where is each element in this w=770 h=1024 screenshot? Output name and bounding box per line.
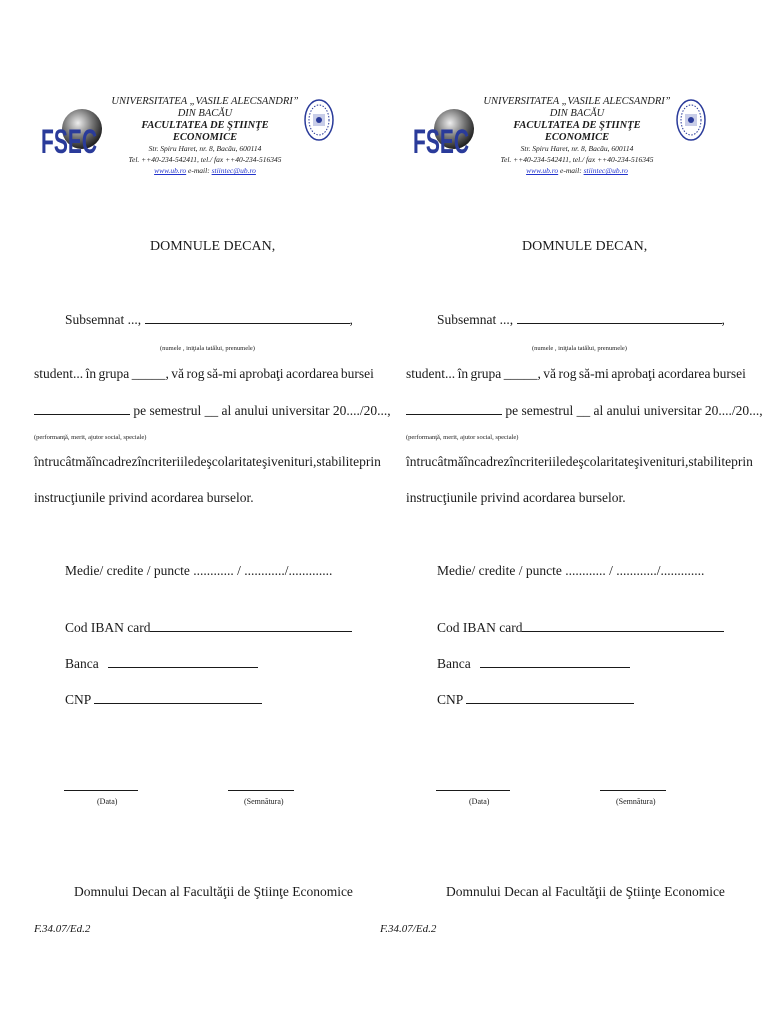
signature-field[interactable] [600,790,666,791]
text-word: rog [186,366,205,381]
text-word: rog [558,366,577,381]
semester-line [406,403,763,419]
text-word: stabilite [688,454,732,469]
subsemnat-label: Subsemnat ..., [437,312,514,327]
date-field[interactable] [436,790,510,791]
text-word: mă [75,454,92,469]
semester-line [34,403,391,419]
text-word: să-mi [578,366,609,381]
website-link[interactable]: www.ub.ro [526,166,559,175]
request-line [406,366,746,382]
text-word: _____, [131,366,169,381]
text-word: mă [447,454,464,469]
cnp-label: CNP [437,692,463,707]
faculty-name: FACULTATEA DE ŞTIINŢE ECONOMICE [513,120,641,143]
text-word: grupa [98,366,130,381]
university-name: UNIVERSITATEA „VASILE ALECSANDRI” DIN BACĂU [111,96,299,119]
semester-text: pe semestrul __ al anului universitar 20..../20..., [505,403,763,418]
instructions-line: instrucţiunile privind acordarea burselor. [34,490,254,505]
university-name: UNIVERSITATEA „VASILE ALECSANDRI” DIN BACĂU [483,96,671,119]
text-word: în [85,366,97,381]
institution-header [482,96,672,176]
signature-label: (Semnătura) [616,797,656,806]
logo-text: FSEC [41,123,97,161]
text-word: bursei [712,366,746,381]
addressee: Domnului Decan al Facultăţii de Ştiinţe Economice [74,884,353,899]
name-field[interactable] [145,312,350,324]
text-word: stabilite [316,454,360,469]
name-hint: (numele , iniţiala tatălui, prenumele) [160,345,255,352]
text-word: student... [406,366,456,381]
scholarship-type-field[interactable] [34,403,130,415]
website-link[interactable]: www.ub.ro [154,166,187,175]
text-word: acordarea [658,366,711,381]
subsemnat-label: Subsemnat ..., [65,312,142,327]
university-seal-icon [304,98,334,142]
signature-label: (Semnătura) [244,797,284,806]
text-word: grupa [470,366,502,381]
form-copy-right [372,0,763,1024]
scholarship-type-field[interactable] [406,403,502,415]
scholarship-hint: (performanţă, merit, ajutor social, speciale) [406,434,519,441]
text-word: în [457,366,469,381]
text-word: să-mi [206,366,237,381]
request-line [34,366,374,382]
banca-field[interactable] [480,656,630,668]
cnp-line [65,692,262,708]
phone: Tel. ++40-234-542411, tel./ fax ++40-234-516345 [500,155,654,164]
name-field[interactable] [517,312,722,324]
iban-line [437,620,724,636]
text-word: aprobaţi [611,366,656,381]
text-word: acordarea [286,366,339,381]
text-word: venituri, [642,454,689,469]
addressee: Domnului Decan al Facultăţii de Ştiinţe Economice [446,884,725,899]
fsec-logo-icon [40,93,104,159]
text-word: _____, [503,366,541,381]
signature-field[interactable] [228,790,294,791]
text-word: întrucât [406,454,448,469]
medie-line: Medie/ credite / puncte ............ / ............/............. [65,563,333,578]
text-word: vă [171,366,185,381]
contact-links [482,165,672,176]
email-label: e-mail: [560,166,582,175]
text-word: întrucât [34,454,76,469]
date-field[interactable] [64,790,138,791]
form-code: F.34.07/Ed.2 [380,923,437,935]
iban-line [65,620,352,636]
text-word: bursei [340,366,374,381]
criteria-line [406,454,753,470]
address: Str. Spiru Haret, nr. 8, Bacău, 600114 [148,144,262,153]
cnp-label: CNP [65,692,91,707]
iban-field[interactable] [522,620,724,632]
email-label: e-mail: [188,166,210,175]
phone: Tel. ++40-234-542411, tel./ fax ++40-234-516345 [128,155,282,164]
text-word: şi [633,454,643,469]
cnp-field[interactable] [94,692,262,704]
text-word: de [193,454,207,469]
iban-label: Cod IBAN card [437,620,523,635]
text-word: şi [261,454,271,469]
iban-field[interactable] [150,620,352,632]
text-word: în [509,454,520,469]
comma: , [349,312,353,327]
criteria-line [34,454,381,470]
form-code: F.34.07/Ed.2 [34,923,91,935]
text-word: aprobaţi [239,366,284,381]
banca-label: Banca [65,656,99,671]
text-word: de [565,454,579,469]
text-word: criteriile [147,454,194,469]
logo-text: FSEC [413,123,469,161]
date-label: (Data) [469,797,490,806]
banca-line [437,656,630,672]
subsemnat-line [65,312,353,328]
comma: , [721,312,725,327]
banca-label: Banca [437,656,471,671]
text-word: încadrez [91,454,138,469]
email-link[interactable]: stiintec@ub.ro [211,166,256,175]
email-link[interactable]: stiintec@ub.ro [583,166,628,175]
cnp-line [437,692,634,708]
form-title: DOMNULE DECAN, [522,239,648,254]
text-word: şcolaritate [206,454,262,469]
cnp-field[interactable] [466,692,634,704]
banca-line [65,656,258,672]
text-word: prin [731,454,753,469]
faculty-name: FACULTATEA DE ŞTIINŢE ECONOMICE [141,120,269,143]
text-word: în [137,454,148,469]
university-seal-icon [676,98,706,142]
fsec-logo-icon [412,93,476,159]
banca-field[interactable] [108,656,258,668]
text-word: şcolaritate [578,454,634,469]
text-word: prin [359,454,381,469]
text-word: încadrez [463,454,510,469]
form-title: DOMNULE DECAN, [150,239,276,254]
semester-text: pe semestrul __ al anului universitar 20..../20..., [133,403,391,418]
date-label: (Data) [97,797,118,806]
institution-header [110,96,300,176]
instructions-line: instrucţiunile privind acordarea burselor. [406,490,626,505]
address: Str. Spiru Haret, nr. 8, Bacău, 600114 [520,144,634,153]
iban-label: Cod IBAN card [65,620,151,635]
text-word: vă [543,366,557,381]
text-word: criteriile [519,454,566,469]
medie-line: Medie/ credite / puncte ............ / ............/............. [437,563,705,578]
scholarship-hint: (performanţă, merit, ajutor social, speciale) [34,434,147,441]
contact-links [110,165,300,176]
text-word: student... [34,366,84,381]
subsemnat-line [437,312,725,328]
text-word: venituri, [270,454,317,469]
name-hint: (numele , iniţiala tatălui, prenumele) [532,345,627,352]
